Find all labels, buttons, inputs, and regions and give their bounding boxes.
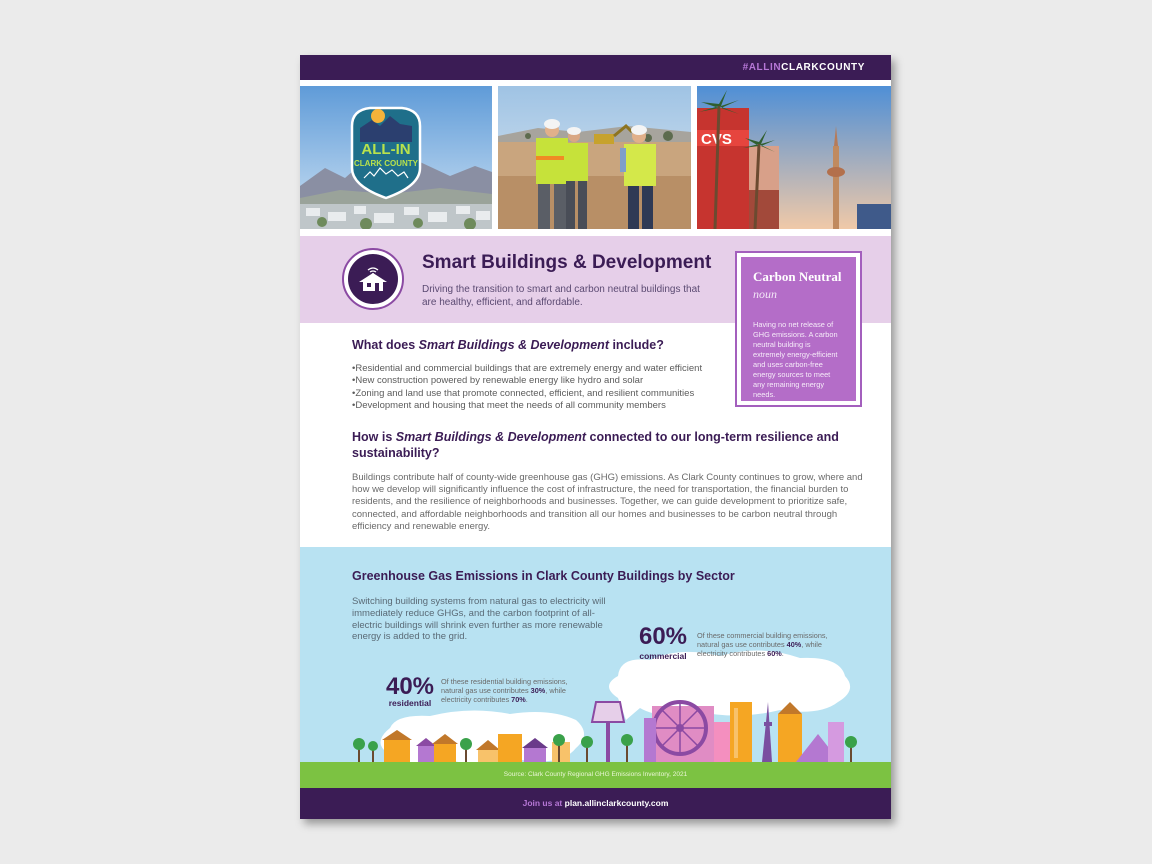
- residential-gas: 30%: [530, 686, 546, 696]
- commercial-text-b: , while electricity contributes: [697, 640, 822, 659]
- welcome-sign: [592, 702, 624, 762]
- list-item: • Residential and commercial buildings that are extremely energy and water efficient: [352, 363, 732, 375]
- definition-box: [735, 251, 862, 407]
- ferris-wheel: [644, 702, 714, 762]
- photo-valley-with-logo: [300, 86, 492, 229]
- residential-label: residential: [388, 698, 432, 708]
- photo-las-vegas-strip: [697, 86, 891, 229]
- photo-construction-site: [498, 86, 691, 229]
- definition-term: Carbon Neutral: [753, 269, 842, 284]
- logo-all-in: ALL-IN: [361, 141, 411, 158]
- commercial-label: commercial: [639, 651, 687, 661]
- smart-home-icon: [357, 262, 389, 294]
- list-item: • Zoning and land use that promote connected, efficient, and resilient communities: [352, 388, 732, 400]
- q2-em: Smart Buildings & Development: [395, 430, 587, 444]
- hashtag-clark-county: CLARKCOUNTY: [781, 62, 865, 73]
- definition-text: Having no net release of GHG emissions. A carbon neutral building is extremely energy-efficient and uses carbon-free energy sources to meet any remaining energy needs.: [753, 320, 838, 399]
- q1-pre: What does: [352, 338, 419, 352]
- fact-sheet: [300, 55, 891, 819]
- top-bar: [300, 55, 891, 80]
- list-item: • Development and housing that meet the needs of all community members: [352, 400, 732, 412]
- residential-text: [441, 677, 577, 705]
- q1-em: Smart Buildings & Development: [418, 338, 609, 352]
- residential-elec: 70%: [511, 695, 526, 705]
- definition-part-of-speech: noun: [753, 287, 777, 301]
- commercial-text: [697, 631, 837, 659]
- q2-pre: How is: [352, 430, 396, 444]
- commercial-gas: 40%: [786, 640, 802, 650]
- commercial-percent: 60%: [638, 623, 688, 650]
- section-subtitle: Driving the transition to smart and carbon neutral buildings that are healthy, efficient, and affordable.: [422, 284, 700, 308]
- logo-clark-county: CLARK COUNTY: [354, 159, 418, 168]
- hotel-towers: [714, 702, 844, 762]
- commercial-elec: 60%: [767, 649, 782, 659]
- hashtag-allin: #ALLIN: [742, 62, 782, 73]
- store-sign: CVS: [701, 131, 732, 148]
- question-include-heading: [352, 337, 664, 353]
- residential-percent: 40%: [385, 673, 435, 700]
- include-list: [352, 363, 732, 412]
- commercial-text-c: .: [781, 649, 784, 659]
- q1-post: include?: [608, 338, 664, 352]
- ghg-title: Greenhouse Gas Emissions in Clark County Buildings by Sector: [352, 569, 735, 583]
- residential-text-a: Of these residential building emissions, natural gas use contributes: [441, 677, 568, 696]
- commercial-text-a: Of these commercial building emissions, natural gas use contributes: [697, 631, 828, 650]
- hashtag: [743, 62, 865, 73]
- smart-home-badge: [342, 248, 404, 310]
- question-resilience-heading: [352, 429, 842, 461]
- section-title: Smart Buildings & Development: [422, 252, 712, 273]
- residential-text-c: .: [525, 695, 528, 705]
- footer-bar: [300, 788, 891, 819]
- footer-url-link[interactable]: plan.allinclarkcounty.com: [564, 798, 669, 808]
- ghg-text: Switching building systems from natural gas to electricity will immediately reduce GHGs, and the carbon footprint of all-electric buildings will shrink even further as more renewable energy is added to the grid.: [352, 596, 606, 643]
- list-item: • New construction powered by renewable energy like hydro and solar: [352, 375, 732, 387]
- q2-post: connected to our long-term resilience and sustainability?: [352, 430, 839, 460]
- resilience-paragraph: Buildings contribute half of county-wide greenhouse gas (GHG) emissions. As Clark County continues to grow, where and how we develop will significantly influence the cost of infrastructure, the need for transportation, the financial burden to residents, and the resilience of neighborhoods and businesses. Together, we can guide development to prioritize safe, connected, and affordable neighborhoods and transition all our homes and businesses to be carbon neutral through efficiency and renewable energy.: [352, 472, 863, 532]
- source-note: Source: Clark County Regional GHG Emissions Inventory, 2021: [503, 771, 688, 778]
- footer-join: Join us at: [522, 798, 565, 808]
- residential-text-b: , while electricity contributes: [441, 686, 566, 705]
